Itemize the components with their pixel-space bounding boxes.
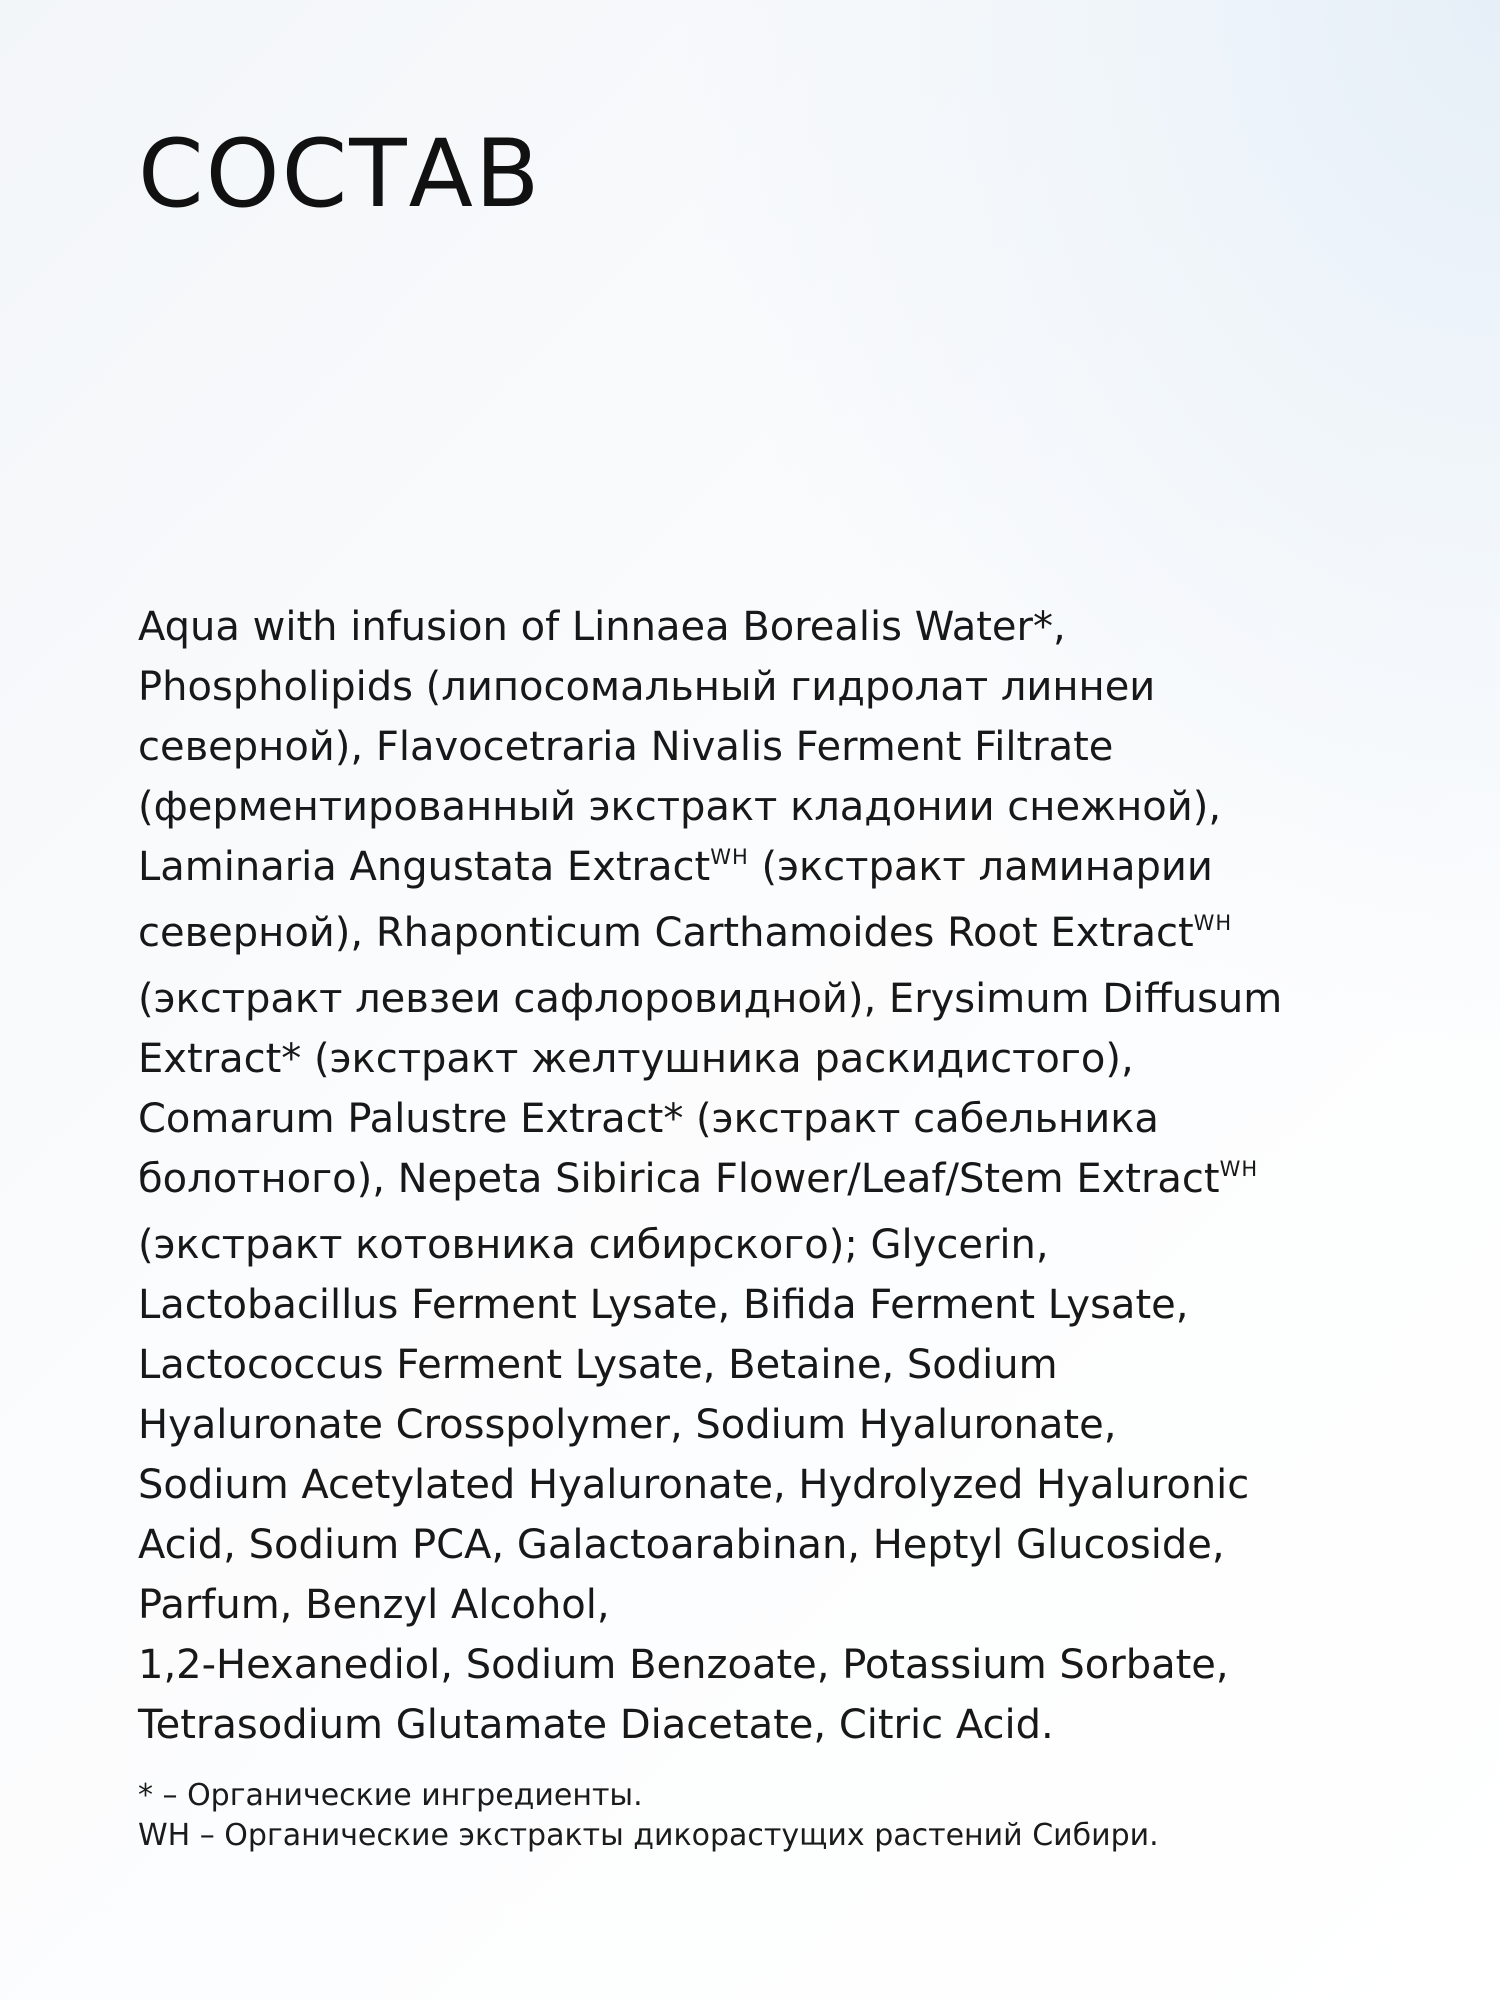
ingredient-line	[138, 837, 1388, 903]
wh-superscript: WH	[710, 845, 749, 869]
wh-superscript: WH	[1193, 911, 1233, 935]
ingredient-line: Extract* (экстракт желтушника раскидистого),	[138, 1036, 1134, 1082]
ingredient-line	[138, 1149, 1388, 1215]
ingredient-line: Comarum Palustre Extract* (экстракт сабельника	[138, 1096, 1159, 1142]
ingredient-text: болотного), Nepeta Sibirica Flower/Leaf/Stem Extract	[138, 1156, 1220, 1202]
ingredient-line: 1,2-Hexanediol, Sodium Benzoate, Potassium Sorbate,	[138, 1642, 1229, 1688]
ingredients-list	[138, 597, 1388, 1755]
ingredient-text: северной), Rhaponticum Carthamoides Root Extract	[138, 910, 1194, 956]
page-title: СОСТАВ	[138, 120, 542, 229]
ingredient-line: (экстракт котовника сибирского); Glycerin,	[138, 1222, 1049, 1268]
ingredient-text: (экстракт ламинарии	[748, 844, 1213, 890]
wh-superscript: WH	[1219, 1157, 1259, 1181]
ingredient-line: (ферментированный экстракт кладонии снежной),	[138, 784, 1222, 830]
ingredient-line: северной), Flavocetraria Nivalis Ferment Filtrate	[138, 724, 1114, 770]
ingredient-line: (экстракт левзеи сафлоровидной), Erysimum Diffusum	[138, 976, 1283, 1022]
footnote-wh: WH – Органические экстракты дикорастущих растений Сибири.	[138, 1818, 1159, 1853]
footnote-organic: * – Органические ингредиенты.	[138, 1778, 643, 1813]
footnotes	[138, 1776, 1388, 1856]
ingredient-line: Sodium Acetylated Hyaluronate, Hydrolyzed Hyaluronic	[138, 1462, 1250, 1508]
ingredient-line: Hyaluronate Crosspolymer, Sodium Hyaluronate,	[138, 1402, 1117, 1448]
ingredient-line: Acid, Sodium PCA, Galactoarabinan, Heptyl Glucoside,	[138, 1522, 1225, 1568]
ingredient-line: Lactococcus Ferment Lysate, Betaine, Sodium	[138, 1342, 1058, 1388]
ingredient-text: Laminaria Angustata Extract	[138, 844, 711, 890]
ingredient-line: Lactobacillus Ferment Lysate, Bifida Ferment Lysate,	[138, 1282, 1189, 1328]
ingredient-line: Parfum, Benzyl Alcohol,	[138, 1582, 610, 1628]
ingredient-line: Phospholipids (липосомальный гидролат линнеи	[138, 664, 1156, 710]
ingredient-line: Aqua with infusion of Linnaea Borealis Water*,	[138, 604, 1066, 650]
ingredient-line: Tetrasodium Glutamate Diacetate, Citric Acid.	[138, 1702, 1054, 1748]
ingredient-line	[138, 903, 1388, 969]
